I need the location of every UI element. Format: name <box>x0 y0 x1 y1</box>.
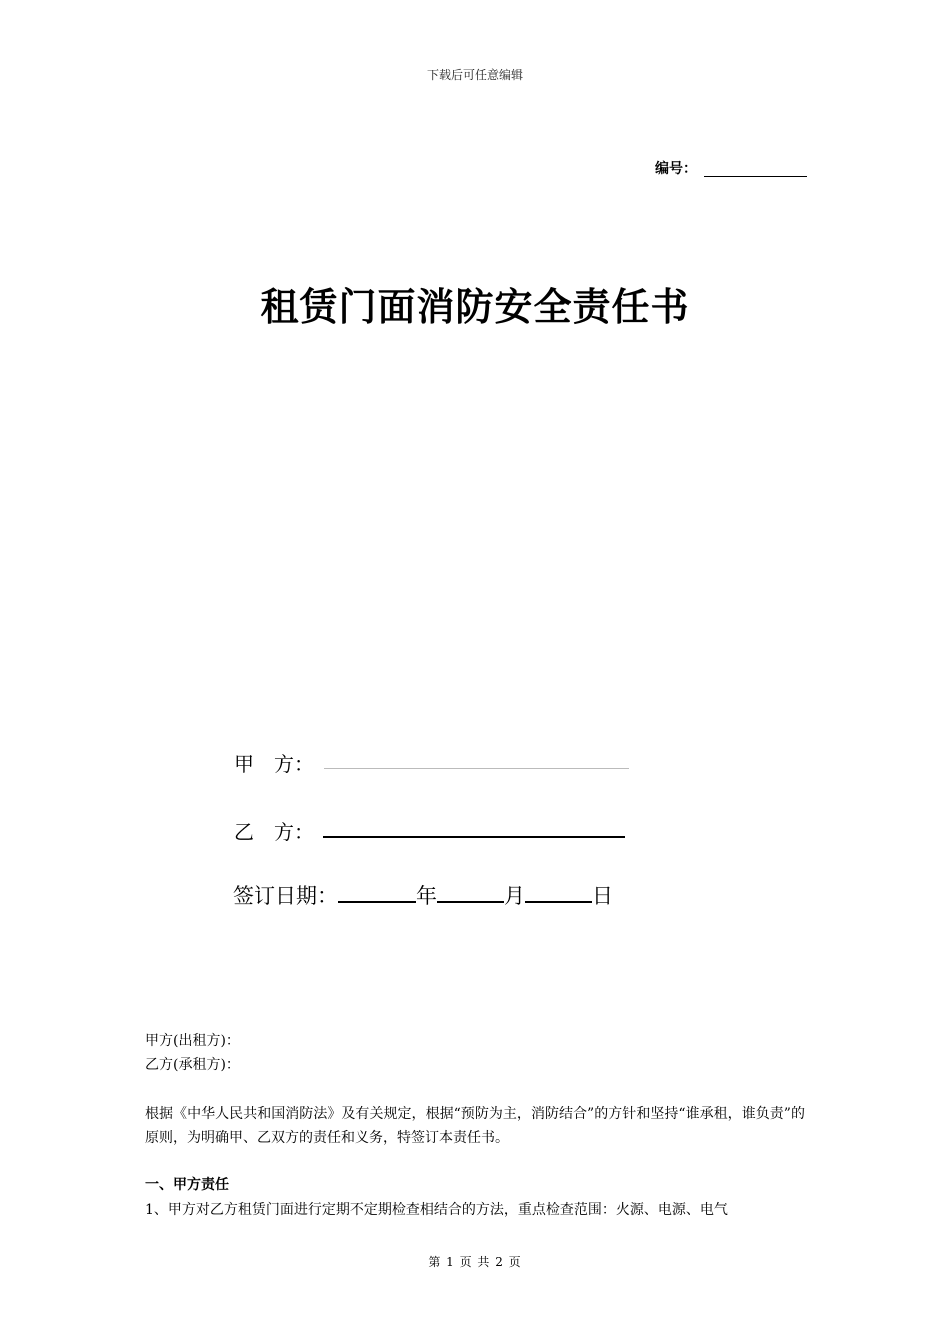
party-b-label: 乙 方： <box>234 820 314 844</box>
month-label: 月 <box>504 884 525 908</box>
section-heading: 一、甲方责任 <box>145 1177 229 1193</box>
clause-text: 1、甲方对乙方租赁门面进行定期不定期检查相结合的方法，重点检查范围：火源、电源、电气 <box>145 1202 728 1218</box>
document-title: 租赁门面消防安全责任书 <box>260 285 690 329</box>
party-a-label: 甲 方： <box>234 752 314 776</box>
year-blank[interactable] <box>338 900 416 903</box>
lessor-line: 甲方(出租方)： <box>145 1033 240 1049</box>
serial-number-label: 编号： <box>655 161 697 177</box>
day-blank[interactable] <box>525 900 592 903</box>
serial-number-blank[interactable] <box>704 176 807 177</box>
party-a-blank[interactable] <box>324 768 629 769</box>
lessee-line: 乙方(承租方)： <box>145 1057 240 1073</box>
year-label: 年 <box>416 884 437 908</box>
month-blank[interactable] <box>437 900 504 903</box>
sign-date-label: 签订日期： <box>233 884 338 908</box>
sign-date-row <box>233 880 613 910</box>
intro-paragraph: 根据《中华人民共和国消防法》及有关规定，根据“预防为主，消防结合”的方针和坚持“谁承租，谁负责”的原则，为明确甲、乙双方的责任和义务，特签订本责任书。 <box>145 1106 805 1146</box>
party-b-blank[interactable] <box>323 836 625 838</box>
day-label: 日 <box>592 884 613 908</box>
page-footer: 第 1 页 共 2 页 <box>428 1255 522 1269</box>
header-note: 下载后可任意编辑 <box>426 68 523 82</box>
